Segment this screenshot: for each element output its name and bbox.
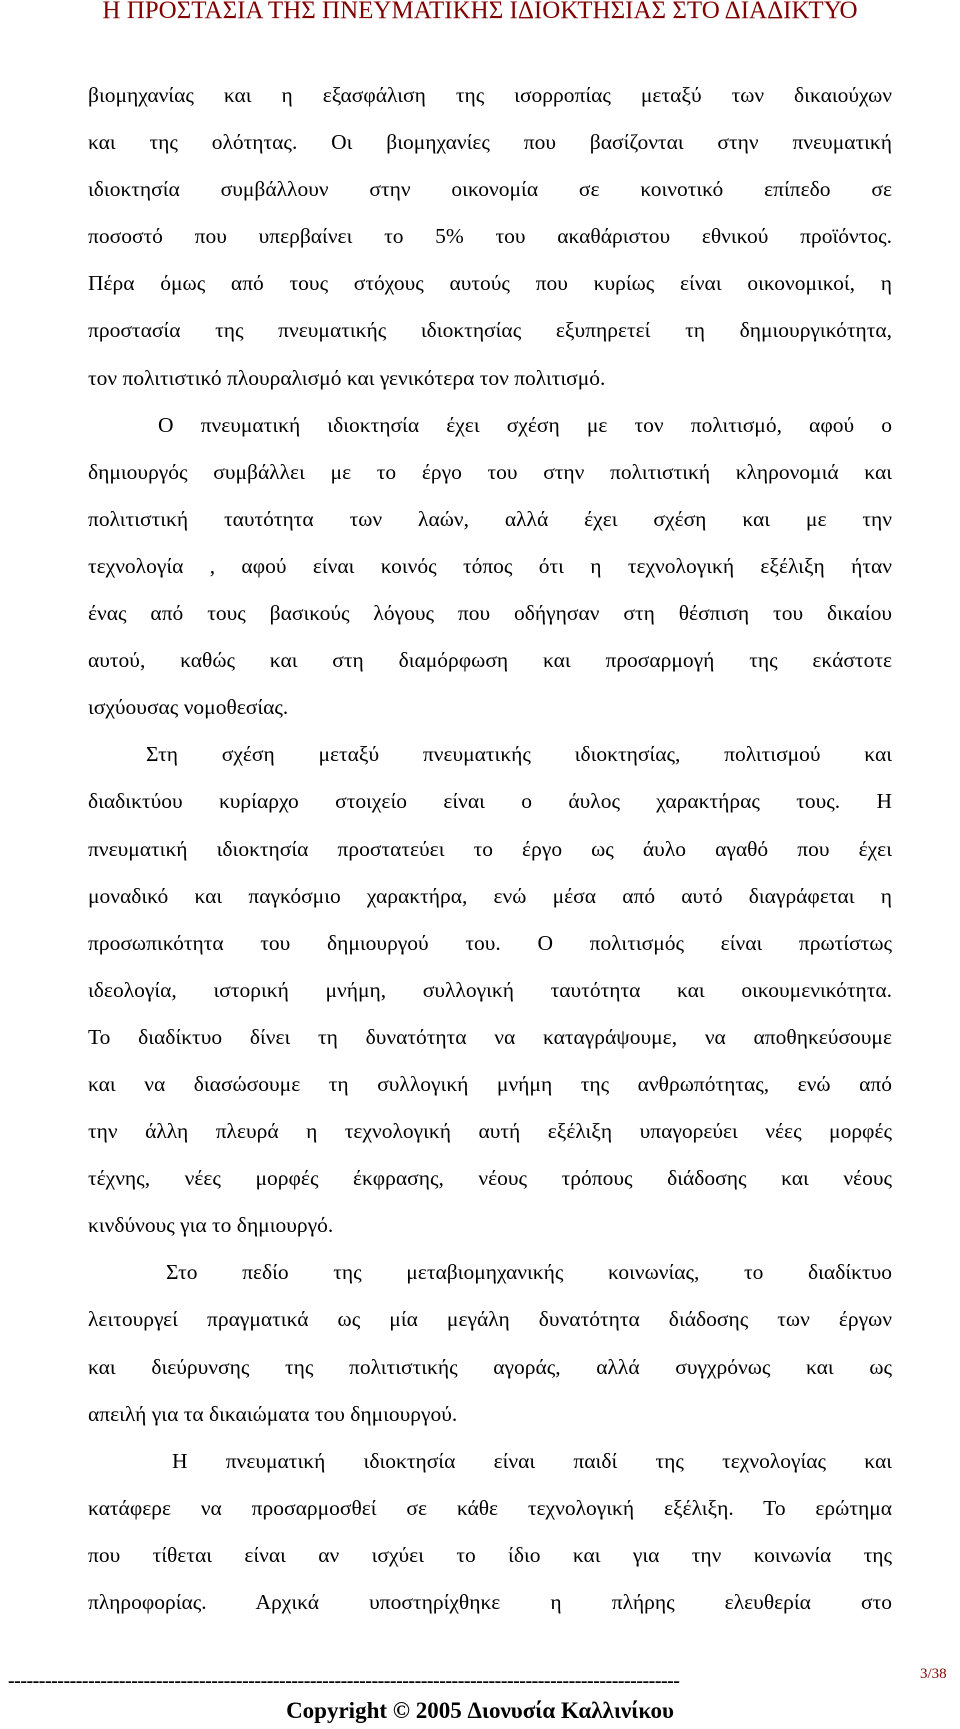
text-line: ιδιοκτησία συμβάλλουν στην οικονομία σε κοινοτικό επίπεδο σε xyxy=(88,177,892,202)
text-line: λειτουργεί πραγματικά ως μία μεγάλη δυνατότητα διάδοσης των έργων xyxy=(88,1307,892,1332)
text-line: Πέρα όμως από τους στόχους αυτούς που κυρίως είναι οικονομικοί, η xyxy=(88,271,892,296)
text-line: και διεύρυνσης της πολιτιστικής αγοράς, αλλά συγχρόνως και ως xyxy=(88,1354,892,1379)
text-line: διαδικτύου κυρίαρχο στοιχείο είναι ο άυλος χαρακτήρας τους. Η xyxy=(88,789,892,814)
text-line: μοναδικό και παγκόσμιο χαρακτήρα, ενώ μέσα από αυτό διαγράφεται η xyxy=(88,883,892,908)
page-number: 3/38 xyxy=(920,1666,947,1682)
text-line: δημιουργός συμβάλλει με το έργο του στην πολιτιστική κληρονομιά και xyxy=(88,459,892,484)
text-line: ένας από τους βασικούς λόγους που οδήγησαν στη θέσπιση του δικαίου xyxy=(88,601,892,626)
text-line: προσωπικότητα του δημιουργού του. Ο πολιτισμός είναι πρωτίστως xyxy=(88,930,892,955)
text-line: τέχνης, νέες μορφές έκφρασης, νέους τρόπους διάδοσης και νέους xyxy=(88,1166,892,1191)
text-line: ισχύουσας νομοθεσίας. xyxy=(88,695,289,720)
text-line: προστασία της πνευματικής ιδιοκτησίας εξυπηρετεί τη δημιουργικότητα, xyxy=(88,318,892,343)
document-body xyxy=(88,72,892,1626)
text-line: βιομηχανίας και η εξασφάλιση της ισορροπίας μεταξύ των δικαιούχων xyxy=(88,83,892,107)
text-line: Η πνευματική ιδιοκτησία είναι παιδί της τεχνολογίας και xyxy=(172,1448,892,1473)
page-header-title: Η ΠΡΟΣΤΑΣΙΑ ΤΗΣ ΠΝΕΥΜΑΤΙΚΗΣ ΙΔΙΟΚΤΗΣΙΑΣ ΣΤΟ ΔΙΑΔΙΚΤΥΟ xyxy=(102,0,858,24)
text-line: Ο πνευματική ιδιοκτησία έχει σχέση με τον πολιτισμό, αφού ο xyxy=(158,412,892,437)
copyright-notice: Copyright © 2005 Διονυσία Καλλινίκου xyxy=(286,1698,674,1723)
paragraph-4 xyxy=(88,1249,892,1437)
text-line: ιδεολογία, ιστορική μνήμη, συλλογική ταυτότητα και οικουμενικότητα. xyxy=(88,977,892,1002)
text-line: πνευματική ιδιοκτησία προστατεύει το έργο ως άυλο αγαθό που έχει xyxy=(88,836,892,861)
text-line: πληροφορίας. Αρχικά υποστηρίχθηκε η πλήρης ελευθερία στο xyxy=(88,1590,892,1614)
text-line: και της ολότητας. Οι βιομηχανίες που βασίζονται στην πνευματική xyxy=(88,130,892,155)
text-line: απειλή για τα δικαιώματα του δημιουργού. xyxy=(88,1401,458,1426)
text-line: πολιτιστική ταυτότητα των λαών, αλλά έχει σχέση και με την xyxy=(88,506,892,531)
text-line: που τίθεται είναι αν ισχύει το ίδιο και για την κοινωνία της xyxy=(88,1542,892,1567)
text-line: Στη σχέση μεταξύ πνευματικής ιδιοκτησίας, πολιτισμού και xyxy=(146,742,892,767)
text-line: τον πολιτιστικό πλουραλισμό και γενικότερα τον πολιτισμό. xyxy=(88,365,606,390)
text-line: κινδύνους για το δημιουργό. xyxy=(88,1213,334,1238)
paragraph-2 xyxy=(88,402,892,732)
text-line: Το διαδίκτυο δίνει τη δυνατότητα να καταγράψουμε, να αποθηκεύσουμε xyxy=(88,1024,892,1049)
paragraph-1 xyxy=(88,72,892,402)
text-line: Στο πεδίο της μεταβιομηχανικής κοινωνίας, το διαδίκτυο xyxy=(166,1260,892,1285)
text-line: τεχνολογία , αφού είναι κοινός τόπος ότι η τεχνολογική εξέλιξη ήταν xyxy=(88,553,892,578)
text-line: την άλλη πλευρά η τεχνολογική αυτή εξέλιξη υπαγορεύει νέες μορφές xyxy=(88,1119,892,1144)
text-line: κατάφερε να προσαρμοσθεί σε κάθε τεχνολογική εξέλιξη. Το ερώτημα xyxy=(88,1495,892,1520)
footer-dashed-rule: ------------------------------------------------------------------------------------------------------------- xyxy=(8,1670,680,1692)
text-line: και να διασώσουμε τη συλλογική μνήμη της ανθρωπότητας, ενώ από xyxy=(88,1071,892,1096)
paragraph-3 xyxy=(88,731,892,1249)
text-line: ποσοστό που υπερβαίνει το 5% του ακαθάριστου εθνικού προϊόντος. xyxy=(88,224,892,249)
text-line: αυτού, καθώς και στη διαμόρφωση και προσαρμογή της εκάστοτε xyxy=(88,648,892,673)
paragraph-5 xyxy=(88,1438,892,1626)
